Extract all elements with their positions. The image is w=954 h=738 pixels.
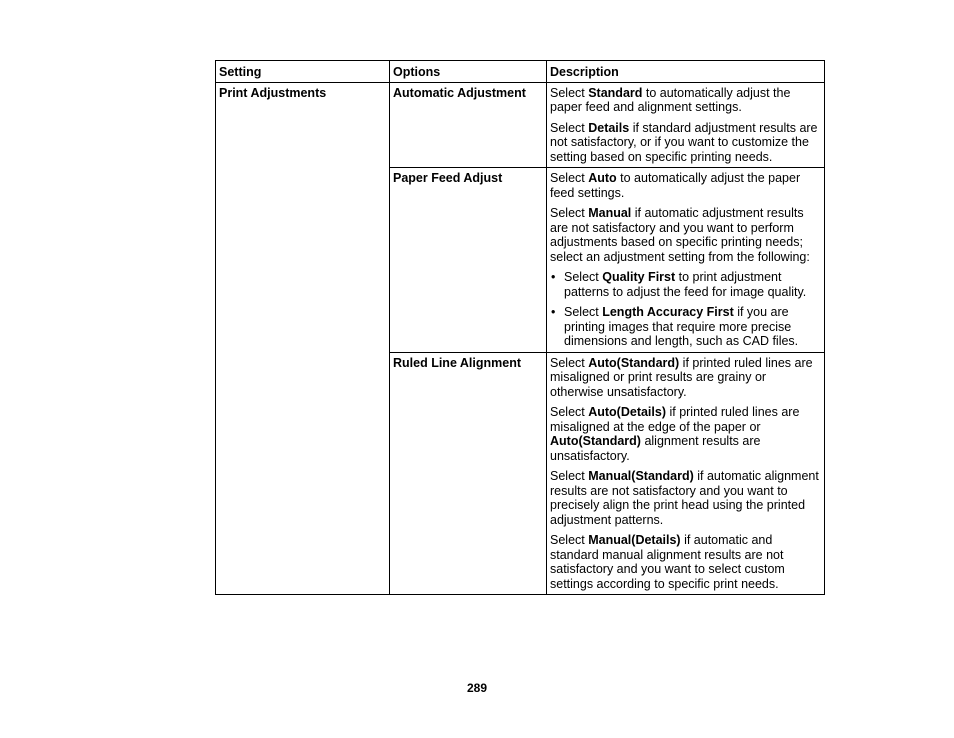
header-row [216, 61, 825, 83]
description-paragraph: Select Manual(Details) if automatic and standard manual alignment results are not satisfactory and you want to select custom settings according to specific print needs. [550, 533, 785, 591]
description-cell [547, 168, 825, 353]
option-cell: Automatic Adjustment [390, 82, 547, 168]
setting-cell: Print Adjustments [216, 82, 390, 595]
description-paragraph: Select Details if standard adjustment results are not satisfactory, or if you want to customize the setting based on specific printing needs. [550, 120, 818, 164]
page-number: 289 [466, 681, 488, 695]
description-paragraph: Select Manual if automatic adjustment results are not satisfactory and you want to perform adjustments based on specific printing needs; select an adjustment setting from the following: [550, 206, 810, 264]
bullet-list [550, 270, 822, 349]
list-item: • Select Length Accuracy First if you are printing images that require more precise dimensions and length, such as CAD files. [550, 305, 822, 349]
option-cell: Ruled Line Alignment [390, 352, 547, 595]
header-options: Options [390, 61, 547, 83]
description-paragraph: Select Manual(Standard) if automatic alignment results are not satisfactory and you want to precisely align the print head using the printed adjustment patterns. [550, 469, 819, 527]
description-cell [547, 82, 825, 168]
header-setting: Setting [216, 61, 390, 83]
table-row [216, 82, 825, 168]
list-item: • Select Quality First to print adjustment patterns to adjust the feed for image quality. [550, 270, 822, 299]
option-cell: Paper Feed Adjust [390, 168, 547, 353]
description-paragraph: Select Auto to automatically adjust the paper feed settings. [550, 171, 801, 200]
description-paragraph: Select Standard to automatically adjust the paper feed and alignment settings. [550, 85, 791, 114]
description-paragraph: Select Auto(Details) if printed ruled lines are misaligned at the edge of the paper or Auto(Standard) alignment results are unsatisfactory. [550, 405, 800, 463]
description-cell [547, 352, 825, 595]
description-paragraph: Select Auto(Standard) if printed ruled lines are misaligned or print results are grainy or otherwise unsatisfactory. [550, 355, 813, 399]
settings-table [215, 60, 825, 595]
header-description: Description [547, 61, 825, 83]
